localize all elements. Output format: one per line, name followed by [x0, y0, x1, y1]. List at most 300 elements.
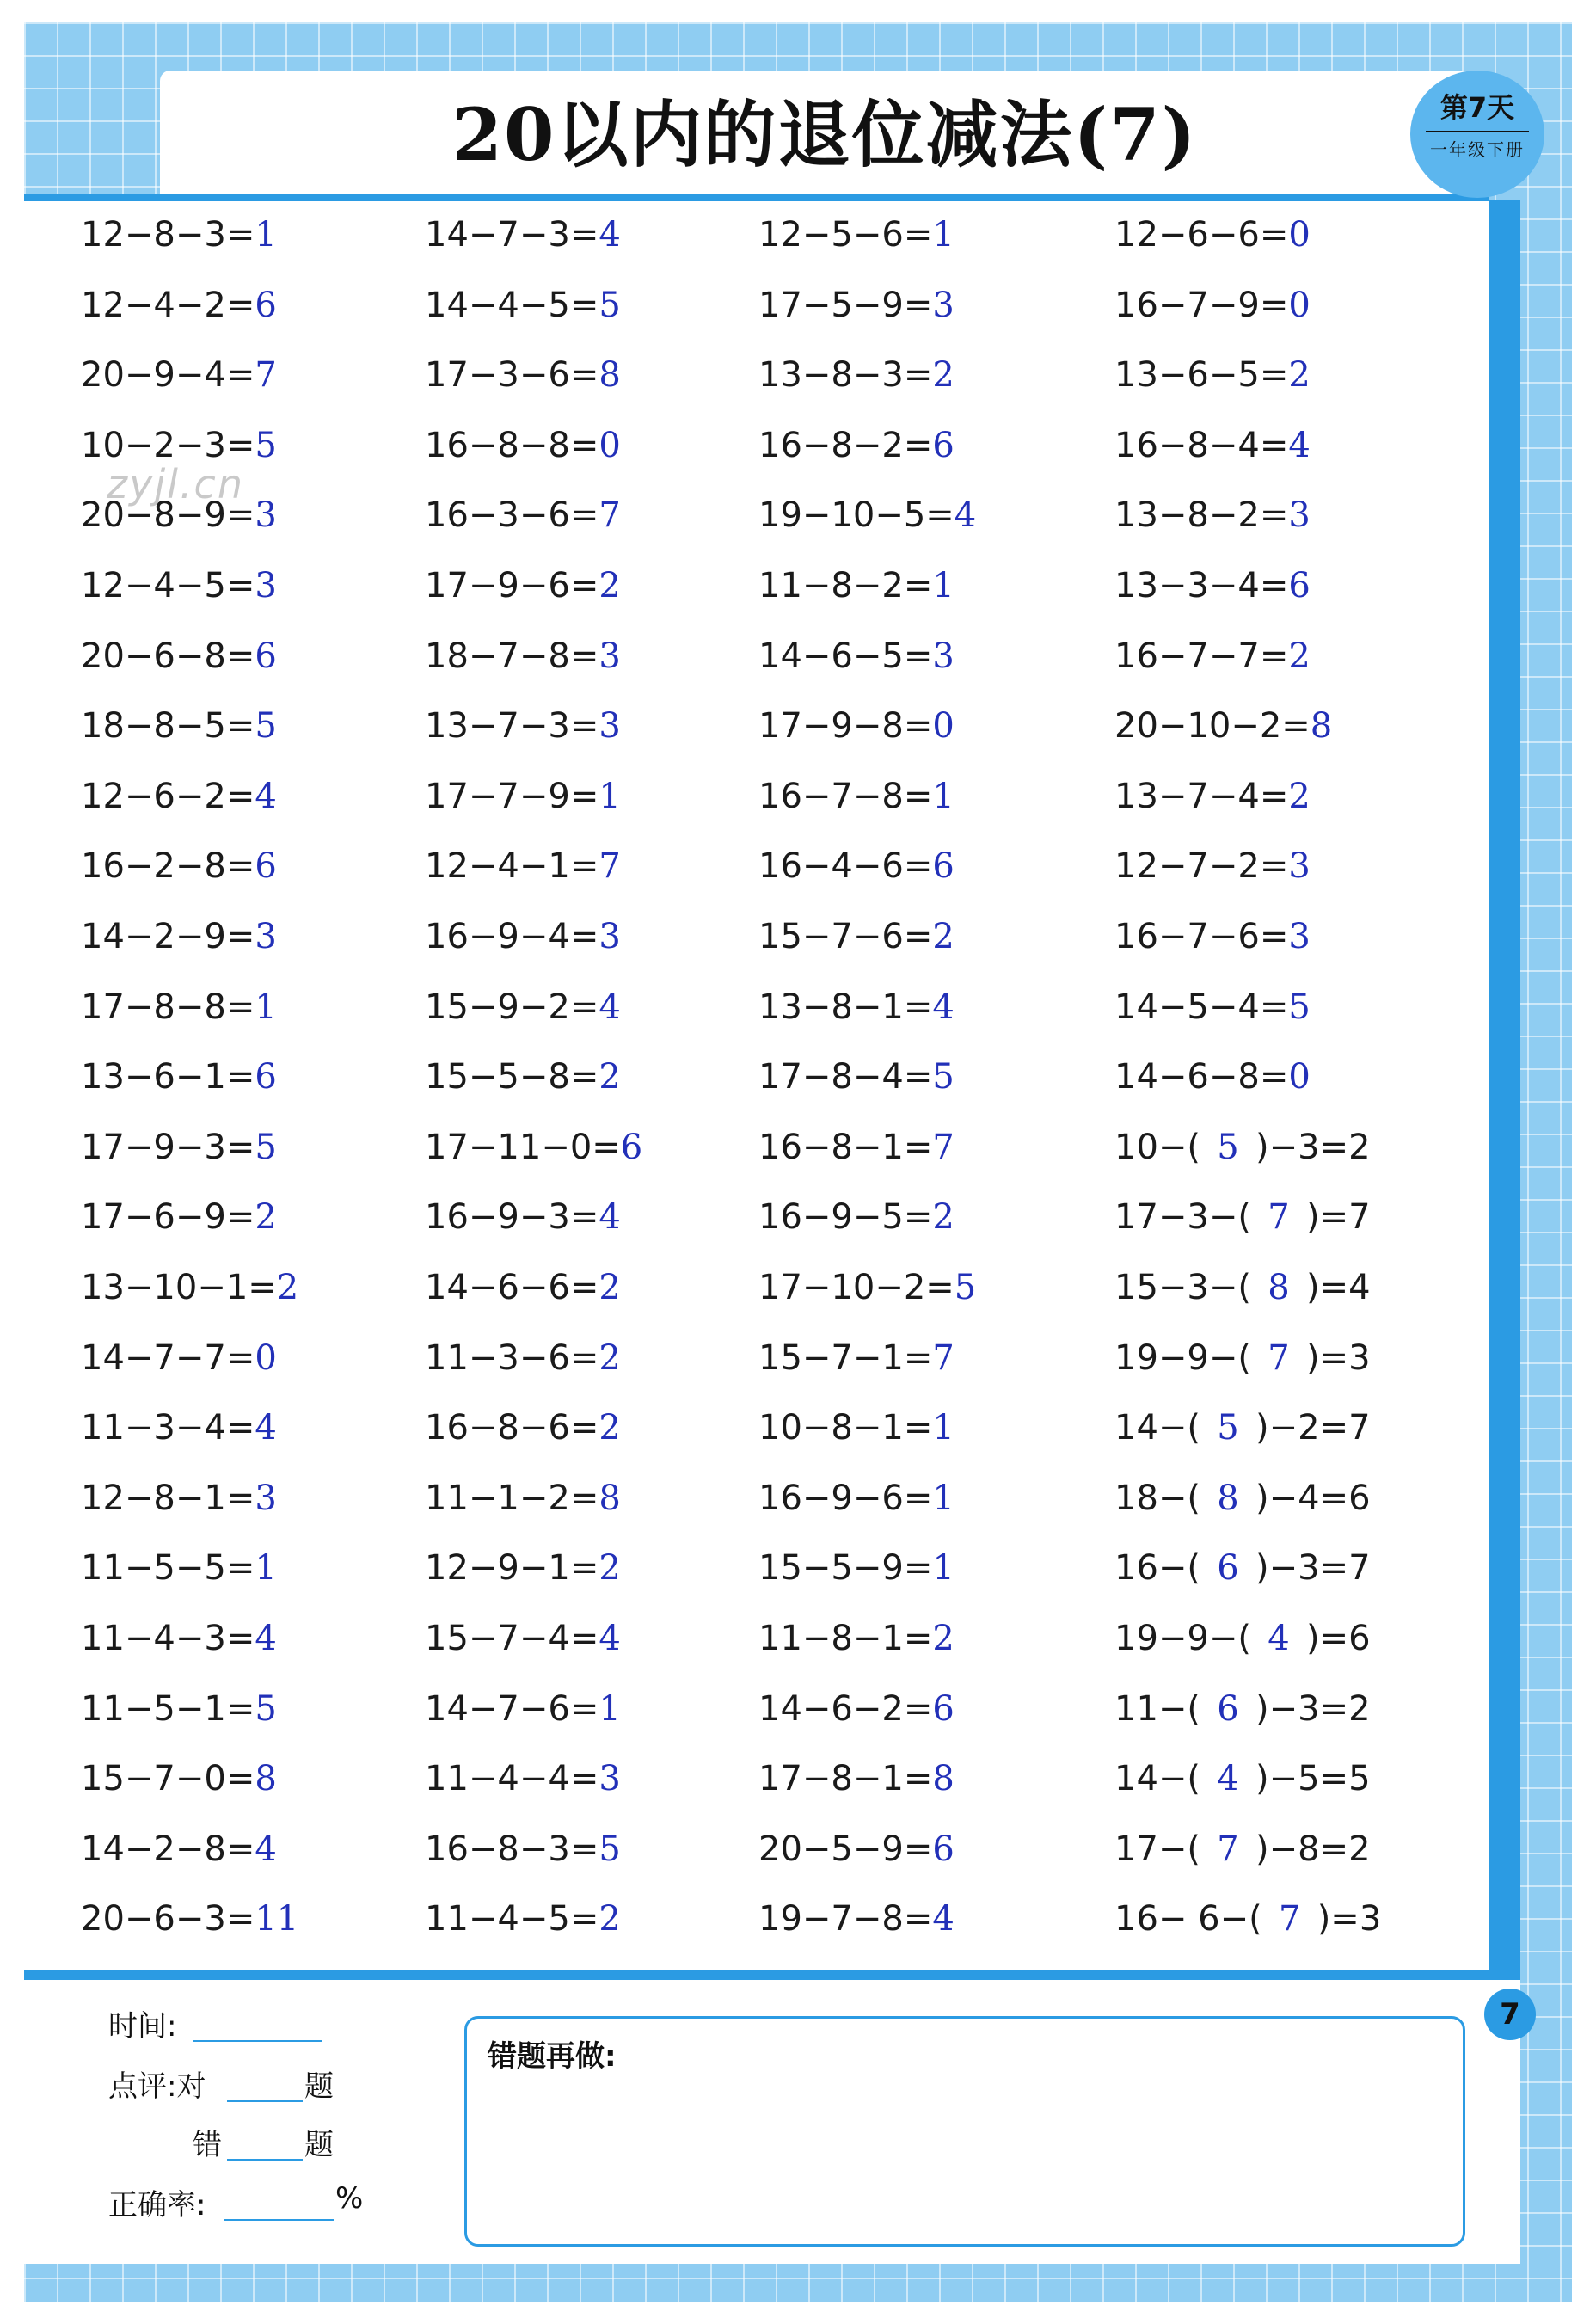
handwritten-answer[interactable]: 3	[598, 917, 621, 956]
problem-expression: 14−6−2=	[758, 1689, 933, 1729]
problem-suffix: )=3	[1305, 1338, 1371, 1378]
handwritten-answer[interactable]: 5	[255, 706, 277, 746]
handwritten-answer[interactable]: 3	[255, 495, 277, 535]
problem-expression: 17−11−0=	[425, 1128, 621, 1167]
problem-item	[758, 845, 955, 888]
problem-item	[758, 1688, 955, 1731]
handwritten-answer[interactable]: 0	[1288, 1057, 1311, 1097]
problem-expression: 15−9−2=	[425, 987, 599, 1027]
handwritten-answer[interactable]: 7	[255, 355, 277, 395]
problem-item	[425, 1406, 621, 1449]
handwritten-answer[interactable]: 11	[255, 1899, 299, 1939]
problem-expression: 14−6−5=	[758, 636, 933, 676]
problem-item	[1114, 775, 1311, 818]
problem-expression: 20−9−4=	[81, 355, 255, 395]
problem-item	[758, 986, 955, 1029]
problem-expression: 17−8−1=	[758, 1759, 933, 1798]
day-badge-divider	[1426, 131, 1529, 132]
handwritten-answer[interactable]: 2	[932, 355, 955, 395]
handwritten-answer[interactable]: 1	[932, 1479, 955, 1518]
problem-item	[1114, 1196, 1371, 1239]
problem-item	[758, 635, 955, 678]
handwritten-answer[interactable]: 2	[932, 1619, 955, 1658]
handwritten-answer[interactable]: 6	[255, 636, 277, 676]
problem-prefix: 14−(	[1114, 1759, 1201, 1798]
handwritten-answer[interactable]: 8	[598, 1479, 621, 1518]
handwritten-answer[interactable]: 6	[932, 846, 955, 886]
problem-item	[758, 1266, 976, 1309]
answer-blank[interactable]: 5	[1217, 1128, 1239, 1167]
page-number: 7	[1484, 1989, 1536, 2040]
handwritten-answer[interactable]: 1	[932, 1408, 955, 1448]
problem-item	[1114, 1406, 1371, 1449]
day-badge-grade: 一年级下册	[1430, 139, 1525, 160]
wrong-label: 错	[193, 2128, 222, 2162]
problem-item	[1114, 1757, 1371, 1800]
problem-expression: 16−8−8=	[425, 426, 599, 465]
handwritten-answer[interactable]: 1	[255, 1548, 277, 1588]
handwritten-answer[interactable]: 4	[598, 215, 621, 255]
problem-item	[425, 775, 621, 818]
handwritten-answer[interactable]: 8	[598, 355, 621, 395]
handwritten-answer[interactable]: 6	[932, 426, 955, 465]
handwritten-answer[interactable]: 5	[255, 426, 277, 465]
problem-expression: 11−1−2=	[425, 1479, 599, 1518]
problem-item	[758, 1196, 955, 1239]
problem-prefix: 11−(	[1114, 1689, 1201, 1729]
problem-item	[1114, 494, 1311, 537]
handwritten-answer[interactable]: 0	[1288, 286, 1311, 325]
problem-suffix: )−4=6	[1255, 1479, 1371, 1518]
problem-expression: 17−9−3=	[81, 1128, 255, 1167]
review-correct-label: 点评:对	[108, 2069, 206, 2104]
problem-expression: 15−5−9=	[758, 1548, 933, 1588]
problem-expression: 12−6−6=	[1114, 215, 1289, 255]
handwritten-answer[interactable]: 4	[255, 1408, 277, 1448]
problem-item	[758, 494, 976, 537]
handwritten-answer[interactable]: 2	[598, 1268, 621, 1307]
problem-item	[425, 845, 621, 888]
footer-panel	[24, 1980, 1520, 2264]
problem-suffix: )=3	[1317, 1899, 1382, 1939]
handwritten-answer[interactable]: 2	[255, 1197, 277, 1237]
correct-count-blank[interactable]	[227, 2100, 303, 2102]
problem-expression: 16−7−9=	[1114, 286, 1289, 325]
problem-item	[81, 1196, 277, 1239]
problem-expression: 13−7−4=	[1114, 777, 1289, 816]
handwritten-answer[interactable]: 7	[598, 495, 621, 535]
problem-item	[1114, 1546, 1371, 1589]
problem-expression: 17−8−4=	[758, 1057, 933, 1097]
handwritten-answer[interactable]: 5	[954, 1268, 977, 1307]
handwritten-answer[interactable]: 2	[276, 1268, 299, 1307]
problem-expression: 16−8−1=	[758, 1128, 933, 1167]
problem-item	[425, 1897, 621, 1940]
problem-item	[1114, 564, 1311, 607]
accuracy-blank[interactable]	[224, 2219, 334, 2221]
handwritten-answer[interactable]: 2	[932, 1197, 955, 1237]
problem-item	[1114, 915, 1311, 958]
problem-expression: 16−9−5=	[758, 1197, 933, 1237]
handwritten-answer[interactable]: 3	[598, 706, 621, 746]
problem-expression: 14−7−7=	[81, 1338, 255, 1378]
handwritten-answer[interactable]: 8	[1310, 706, 1333, 746]
problem-expression: 11−4−5=	[425, 1899, 599, 1939]
handwritten-answer[interactable]: 2	[598, 1408, 621, 1448]
problem-item	[81, 213, 277, 256]
problem-item	[425, 564, 621, 607]
problem-prefix: 19−9−(	[1114, 1619, 1251, 1658]
problem-prefix: 18−(	[1114, 1479, 1201, 1518]
handwritten-answer[interactable]: 4	[255, 1829, 277, 1869]
problem-item	[425, 1055, 621, 1098]
problem-expression: 12−7−2=	[1114, 846, 1289, 886]
handwritten-answer[interactable]: 5	[598, 1829, 621, 1869]
problem-item	[81, 1477, 277, 1520]
problem-expression: 16−9−4=	[425, 917, 599, 956]
problem-expression: 11−3−6=	[425, 1338, 599, 1378]
problem-item	[758, 1897, 955, 1940]
handwritten-answer[interactable]: 1	[932, 215, 955, 255]
handwritten-answer[interactable]: 1	[598, 1689, 621, 1729]
handwritten-answer[interactable]: 6	[255, 846, 277, 886]
problem-expression: 13−6−5=	[1114, 355, 1289, 395]
problem-expression: 12−6−2=	[81, 777, 255, 816]
percent-sign: %	[335, 2181, 364, 2216]
problem-item	[81, 564, 277, 607]
problem-item	[758, 284, 955, 327]
correct-unit: 题	[304, 2069, 334, 2104]
problem-expression: 15−7−1=	[758, 1338, 933, 1378]
problem-suffix: )−3=7	[1255, 1548, 1371, 1588]
problem-item	[758, 1406, 955, 1449]
handwritten-answer[interactable]: 5	[255, 1689, 277, 1729]
answer-blank[interactable]: 6	[1217, 1548, 1239, 1588]
problem-item	[425, 1828, 621, 1871]
problem-expression: 15−5−8=	[425, 1057, 599, 1097]
problem-suffix: )−8=2	[1255, 1829, 1371, 1869]
problem-item	[425, 1196, 621, 1239]
page-title: 20以内的退位减法(7)	[451, 92, 1198, 177]
handwritten-answer[interactable]: 1	[255, 987, 277, 1027]
problem-item	[425, 1126, 642, 1169]
handwritten-answer[interactable]: 4	[598, 1619, 621, 1658]
problem-item	[1114, 1477, 1371, 1520]
handwritten-answer[interactable]: 2	[1288, 636, 1311, 676]
problem-item	[758, 1617, 955, 1660]
problem-expression: 14−7−6=	[425, 1689, 599, 1729]
handwritten-answer[interactable]: 2	[1288, 355, 1311, 395]
handwritten-answer[interactable]: 3	[255, 1479, 277, 1518]
handwritten-answer[interactable]: 1	[598, 777, 621, 816]
problem-item	[758, 1055, 955, 1098]
problem-item	[758, 915, 955, 958]
problem-expression: 12−8−3=	[81, 215, 255, 255]
problem-expression: 13−8−1=	[758, 987, 933, 1027]
problem-item	[425, 1546, 621, 1589]
handwritten-answer[interactable]: 3	[598, 636, 621, 676]
problem-item	[425, 1266, 621, 1309]
handwritten-answer[interactable]: 5	[932, 1057, 955, 1097]
handwritten-answer[interactable]: 8	[932, 1759, 955, 1798]
answer-blank[interactable]: 8	[1268, 1268, 1290, 1307]
problem-item	[758, 1126, 955, 1169]
problem-expression: 19−7−8=	[758, 1899, 933, 1939]
problem-expression: 16−9−6=	[758, 1479, 933, 1518]
problem-expression: 10−2−3=	[81, 426, 255, 465]
handwritten-answer[interactable]: 3	[1288, 846, 1311, 886]
problem-expression: 18−8−5=	[81, 706, 255, 746]
handwritten-answer[interactable]: 6	[255, 1057, 277, 1097]
handwritten-answer[interactable]: 4	[255, 777, 277, 816]
problem-expression: 14−4−5=	[425, 286, 599, 325]
handwritten-answer[interactable]: 4	[1288, 426, 1311, 465]
handwritten-answer[interactable]: 3	[932, 286, 955, 325]
handwritten-answer[interactable]: 2	[932, 917, 955, 956]
problem-expression: 20−6−8=	[81, 636, 255, 676]
problem-expression: 13−7−3=	[425, 706, 599, 746]
handwritten-answer[interactable]: 4	[932, 987, 955, 1027]
handwritten-answer[interactable]: 1	[932, 566, 955, 606]
problem-expression: 10−8−1=	[758, 1408, 933, 1448]
answer-blank[interactable]: 7	[1278, 1899, 1301, 1939]
problem-expression: 17−5−9=	[758, 286, 933, 325]
handwritten-answer[interactable]: 1	[932, 1548, 955, 1588]
answer-blank[interactable]: 8	[1217, 1479, 1239, 1518]
problem-item	[81, 1828, 277, 1871]
problem-expression: 11−5−1=	[81, 1689, 255, 1729]
problem-prefix: 16−(	[1114, 1548, 1201, 1588]
problem-item	[758, 1337, 955, 1380]
problem-expression: 12−8−1=	[81, 1479, 255, 1518]
problem-item	[81, 1617, 277, 1660]
accuracy-label: 正确率:	[108, 2188, 206, 2223]
problem-expression: 17−9−8=	[758, 706, 933, 746]
handwritten-answer[interactable]: 2	[598, 1057, 621, 1097]
wrong-count-blank[interactable]	[227, 2159, 303, 2161]
handwritten-answer[interactable]: 0	[1288, 215, 1311, 255]
problem-expression: 13−3−4=	[1114, 566, 1289, 606]
problem-item	[81, 635, 277, 678]
problem-item	[758, 213, 955, 256]
time-blank[interactable]	[193, 2040, 322, 2042]
problem-expression: 16−7−6=	[1114, 917, 1289, 956]
problem-expression: 12−5−6=	[758, 215, 933, 255]
problem-expression: 11−8−2=	[758, 566, 933, 606]
problem-item	[81, 986, 277, 1029]
problem-item	[758, 354, 955, 397]
problem-expression: 12−4−1=	[425, 846, 599, 886]
redo-title: 错题再做:	[488, 2039, 617, 2074]
problem-expression: 20−6−3=	[81, 1899, 255, 1939]
problem-expression: 18−7−8=	[425, 636, 599, 676]
problem-item	[425, 704, 621, 747]
handwritten-answer[interactable]: 3	[1288, 495, 1311, 535]
problem-item	[81, 1126, 277, 1169]
problem-item	[81, 354, 277, 397]
problem-expression: 11−5−5=	[81, 1548, 255, 1588]
problem-item	[425, 354, 621, 397]
problem-item	[758, 424, 955, 467]
handwritten-answer[interactable]: 2	[598, 1548, 621, 1588]
problem-item	[758, 704, 955, 747]
problem-expression: 14−2−9=	[81, 917, 255, 956]
problem-suffix: )−3=2	[1255, 1689, 1371, 1729]
answer-blank[interactable]: 7	[1268, 1197, 1290, 1237]
problem-expression: 14−6−8=	[1114, 1057, 1289, 1097]
handwritten-answer[interactable]: 7	[598, 846, 621, 886]
problem-expression: 12−4−5=	[81, 566, 255, 606]
problem-expression: 11−4−3=	[81, 1619, 255, 1658]
problem-expression: 16−9−3=	[425, 1197, 599, 1237]
handwritten-answer[interactable]: 6	[255, 286, 277, 325]
problem-item	[81, 704, 277, 747]
problem-item	[81, 1688, 277, 1731]
problem-prefix: 14−(	[1114, 1408, 1201, 1448]
problem-item	[425, 1617, 621, 1660]
handwritten-answer[interactable]: 5	[598, 286, 621, 325]
problem-item	[1114, 1828, 1371, 1871]
problem-item	[758, 1757, 955, 1800]
problem-expression: 17−3−6=	[425, 355, 599, 395]
handwritten-answer[interactable]: 3	[598, 1759, 621, 1798]
problem-item	[425, 1337, 621, 1380]
problem-item	[425, 424, 621, 467]
problem-expression: 16−8−2=	[758, 426, 933, 465]
problem-expression: 17−6−9=	[81, 1197, 255, 1237]
problem-item	[425, 284, 621, 327]
problem-item	[81, 775, 277, 818]
problem-item	[81, 1266, 298, 1309]
handwritten-answer[interactable]: 0	[932, 706, 955, 746]
right-blue-strip	[1489, 200, 1520, 1970]
problem-expression: 11−4−4=	[425, 1759, 599, 1798]
answer-blank[interactable]: 4	[1268, 1619, 1290, 1658]
handwritten-answer[interactable]: 3	[1288, 917, 1311, 956]
handwritten-answer[interactable]: 2	[598, 566, 621, 606]
problem-item	[81, 1546, 277, 1589]
handwritten-answer[interactable]: 3	[932, 636, 955, 676]
handwritten-answer[interactable]: 4	[598, 987, 621, 1027]
problem-expression: 15−7−4=	[425, 1619, 599, 1658]
problem-expression: 16−7−7=	[1114, 636, 1289, 676]
problem-expression: 17−7−9=	[425, 777, 599, 816]
handwritten-answer[interactable]: 6	[932, 1689, 955, 1729]
handwritten-answer[interactable]: 1	[932, 777, 955, 816]
problem-expression: 14−2−8=	[81, 1829, 255, 1869]
handwritten-answer[interactable]: 5	[1288, 987, 1311, 1027]
problem-item	[1114, 1126, 1371, 1169]
problem-item	[1114, 1617, 1371, 1660]
answer-blank[interactable]: 6	[1217, 1689, 1239, 1729]
problem-item	[425, 1688, 621, 1731]
problem-item	[1114, 1688, 1371, 1731]
problem-suffix: )=7	[1305, 1197, 1371, 1237]
answer-blank[interactable]: 5	[1217, 1408, 1239, 1448]
problem-expression: 13−6−1=	[81, 1057, 255, 1097]
handwritten-answer[interactable]: 2	[598, 1338, 621, 1378]
problem-item	[81, 1757, 277, 1800]
problem-item	[1114, 704, 1332, 747]
problem-prefix: 15−3−(	[1114, 1268, 1251, 1307]
problem-expression: 12−9−1=	[425, 1548, 599, 1588]
problem-prefix: 17−3−(	[1114, 1197, 1251, 1237]
watermark: zyjl.cn	[107, 461, 244, 507]
handwritten-answer[interactable]: 0	[598, 426, 621, 465]
problem-expression: 16−8−6=	[425, 1408, 599, 1448]
problem-item	[758, 1477, 955, 1520]
problem-item	[1114, 424, 1311, 467]
handwritten-answer[interactable]: 7	[932, 1338, 955, 1378]
problem-prefix: 16− 6−(	[1114, 1899, 1262, 1939]
handwritten-answer[interactable]: 2	[1288, 777, 1311, 816]
handwritten-answer[interactable]: 0	[255, 1338, 277, 1378]
problem-item	[758, 1828, 955, 1871]
problem-item	[425, 635, 621, 678]
problem-expression: 11−3−4=	[81, 1408, 255, 1448]
problem-item	[425, 494, 621, 537]
problem-expression: 14−6−6=	[425, 1268, 599, 1307]
handwritten-answer[interactable]: 6	[1288, 566, 1311, 606]
problem-item	[425, 915, 621, 958]
problem-expression: 16−3−6=	[425, 495, 599, 535]
problem-item	[758, 775, 955, 818]
handwritten-answer[interactable]: 7	[932, 1128, 955, 1167]
handwritten-answer[interactable]: 6	[620, 1128, 643, 1167]
problem-prefix: 19−9−(	[1114, 1338, 1251, 1378]
handwritten-answer[interactable]: 4	[954, 495, 977, 535]
problem-expression: 19−10−5=	[758, 495, 955, 535]
problem-expression: 11−8−1=	[758, 1619, 933, 1658]
answer-blank[interactable]: 7	[1217, 1829, 1239, 1869]
problem-expression: 14−5−4=	[1114, 987, 1289, 1027]
handwritten-answer[interactable]: 4	[932, 1899, 955, 1939]
day-badge-title: 第7天	[1439, 91, 1515, 124]
handwritten-answer[interactable]: 3	[255, 917, 277, 956]
answer-blank[interactable]: 4	[1217, 1759, 1239, 1798]
handwritten-answer[interactable]: 2	[598, 1899, 621, 1939]
bottom-divider	[24, 1970, 1520, 1980]
problem-item	[1114, 635, 1311, 678]
time-label: 时间:	[108, 2009, 177, 2044]
answer-blank[interactable]: 7	[1268, 1338, 1290, 1378]
problem-expression: 20−8−9=	[81, 495, 255, 535]
handwritten-answer[interactable]: 5	[255, 1128, 277, 1167]
problem-expression: 16−7−8=	[758, 777, 933, 816]
problem-item	[1114, 213, 1311, 256]
handwritten-answer[interactable]: 3	[255, 566, 277, 606]
handwritten-answer[interactable]: 4	[255, 1619, 277, 1658]
problem-expression: 17−10−2=	[758, 1268, 955, 1307]
problem-expression: 17−8−8=	[81, 987, 255, 1027]
handwritten-answer[interactable]: 6	[932, 1829, 955, 1869]
problem-expression: 16−2−8=	[81, 846, 255, 886]
problem-item	[425, 1477, 621, 1520]
handwritten-answer[interactable]: 4	[598, 1197, 621, 1237]
handwritten-answer[interactable]: 8	[255, 1759, 277, 1798]
problem-item	[1114, 354, 1311, 397]
redo-box[interactable]	[464, 2016, 1465, 2247]
problem-item	[1114, 845, 1311, 888]
wrong-unit: 题	[304, 2128, 334, 2162]
handwritten-answer[interactable]: 1	[255, 215, 277, 255]
problem-expression: 14−7−3=	[425, 215, 599, 255]
problem-expression: 20−5−9=	[758, 1829, 933, 1869]
problem-item	[81, 1897, 298, 1940]
problem-item	[1114, 1055, 1311, 1098]
problem-item	[1114, 1266, 1371, 1309]
problem-expression: 13−8−2=	[1114, 495, 1289, 535]
